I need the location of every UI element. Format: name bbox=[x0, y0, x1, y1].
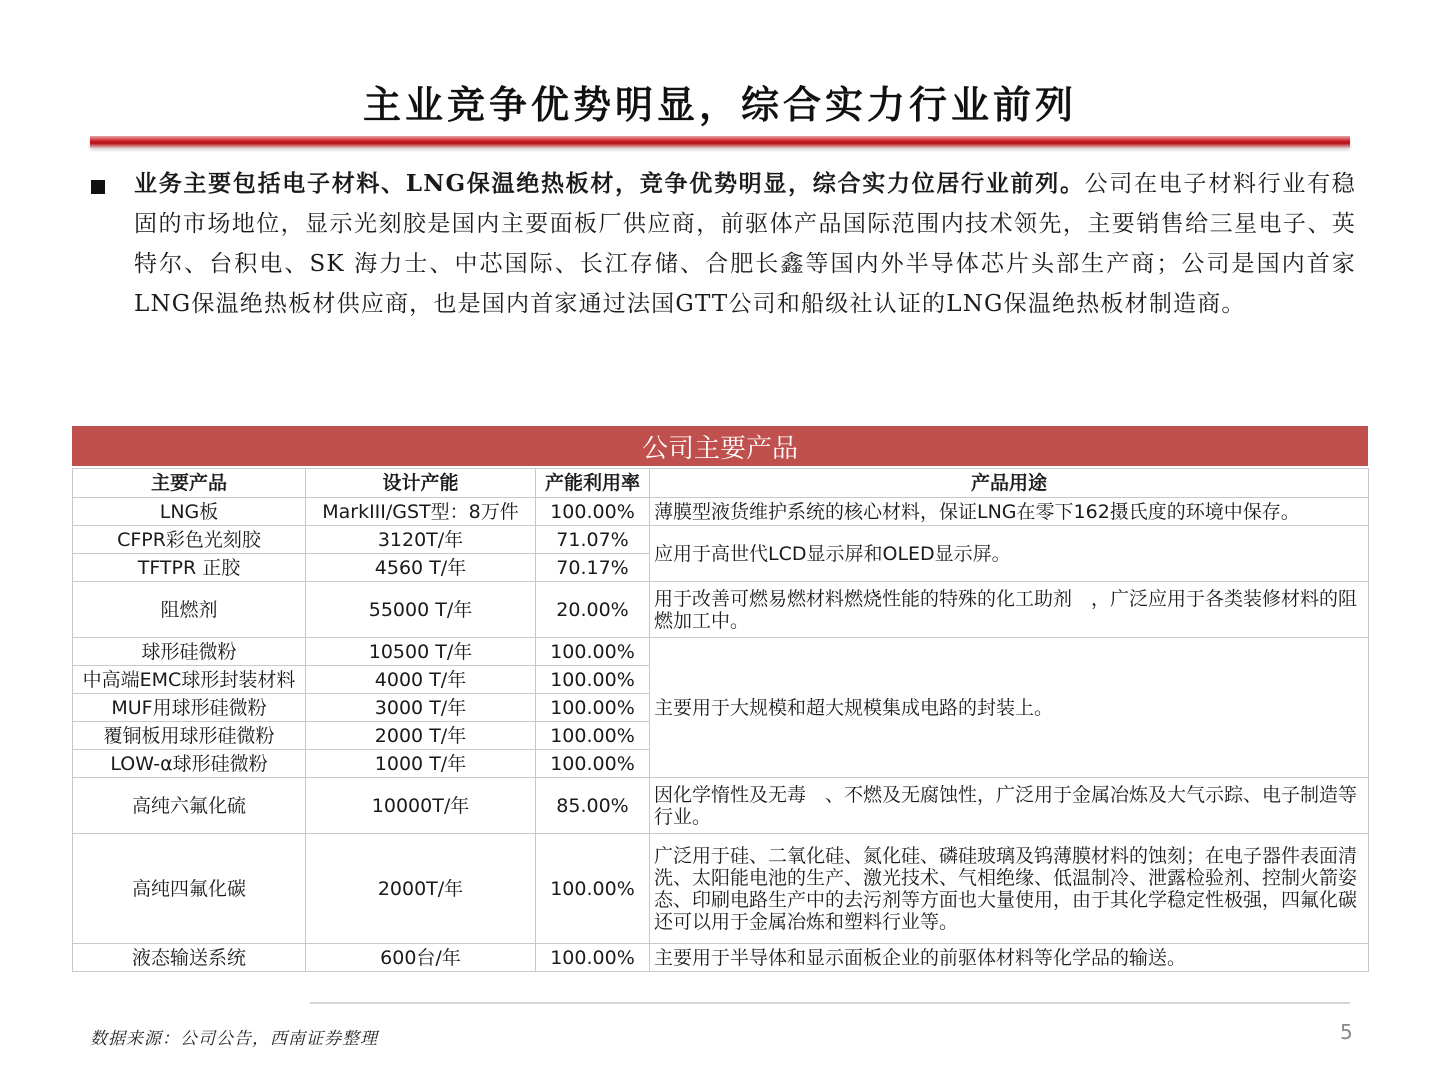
utilization-cell: 20.00% bbox=[536, 582, 650, 638]
table-row bbox=[73, 638, 1369, 666]
use-cell: 用于改善可燃易燃材料燃烧性能的特殊的化工助剂 ，广泛应用于各类装修材料的阻燃加工中。 bbox=[650, 582, 1369, 638]
use-cell: 应用于高世代LCD显示屏和OLED显示屏。 bbox=[650, 526, 1369, 582]
products-table bbox=[72, 468, 1369, 972]
use-cell: 主要用于半导体和显示面板企业的前驱体材料等化学品的输送。 bbox=[650, 944, 1369, 972]
table-row bbox=[73, 526, 1369, 554]
product-cell: 中高端EMC球形封装材料 bbox=[73, 666, 306, 694]
header-use: 产品用途 bbox=[650, 469, 1369, 498]
capacity-cell: 4000 T/年 bbox=[306, 666, 536, 694]
product-cell: TFTPR 正胶 bbox=[73, 554, 306, 582]
utilization-cell: 71.07% bbox=[536, 526, 650, 554]
product-cell: LNG板 bbox=[73, 498, 306, 526]
utilization-cell: 100.00% bbox=[536, 722, 650, 750]
page-number: 5 bbox=[1340, 1020, 1353, 1044]
capacity-cell: 55000 T/年 bbox=[306, 582, 536, 638]
data-source: 数据来源：公司公告，西南证券整理 bbox=[90, 1029, 378, 1049]
use-cell: 因化学惰性及无毒 、不燃及无腐蚀性，广泛用于金属冶炼及大气示踪、电子制造等行业。 bbox=[650, 778, 1369, 834]
use-cell: 薄膜型液货维护系统的核心材料，保证LNG在零下162摄氏度的环境中保存。 bbox=[650, 498, 1369, 526]
summary-paragraph bbox=[134, 164, 1356, 324]
utilization-cell: 100.00% bbox=[536, 944, 650, 972]
utilization-cell: 100.00% bbox=[536, 694, 650, 722]
capacity-cell: 3000 T/年 bbox=[306, 694, 536, 722]
table-title: 公司主要产品 bbox=[72, 426, 1368, 466]
product-cell: MUF用球形硅微粉 bbox=[73, 694, 306, 722]
capacity-cell: 600台/年 bbox=[306, 944, 536, 972]
utilization-cell: 85.00% bbox=[536, 778, 650, 834]
product-cell: LOW-α球形硅微粉 bbox=[73, 750, 306, 778]
utilization-cell: 100.00% bbox=[536, 834, 650, 944]
page-title: 主业竞争优势明显，综合实力行业前列 bbox=[362, 82, 1077, 127]
bullet-square-icon bbox=[91, 180, 105, 194]
header-product: 主要产品 bbox=[73, 469, 306, 498]
capacity-cell: 1000 T/年 bbox=[306, 750, 536, 778]
title-divider bbox=[90, 136, 1350, 148]
summary-text: 公司在电子材料行业有稳固的市场地位，显示光刻胶是国内主要面板厂供应商，前驱体产品国际范围内技术领先，主要销售给三星电子、英特尔、台积电、SK 海力士、中芯国际、长江存储、合肥长鑫等国内外半导体芯片头部生产商；公司是国内首家LNG保温绝热板材供应商，也是国内首家通过法国GTT公司和船级社认证的LNG保温绝热板材制造商。 bbox=[134, 171, 1356, 317]
product-cell: 高纯六氟化硫 bbox=[73, 778, 306, 834]
capacity-cell: 2000 T/年 bbox=[306, 722, 536, 750]
summary-bold: 业务主要包括电子材料、LNG保温绝热板材，竞争优势明显，综合实力位居行业前列。 bbox=[134, 170, 1085, 197]
table-row bbox=[73, 944, 1369, 972]
utilization-cell: 100.00% bbox=[536, 638, 650, 666]
utilization-cell: 100.00% bbox=[536, 666, 650, 694]
capacity-cell: 2000T/年 bbox=[306, 834, 536, 944]
capacity-cell: 4560 T/年 bbox=[306, 554, 536, 582]
footer-divider bbox=[310, 1002, 1350, 1004]
utilization-cell: 70.17% bbox=[536, 554, 650, 582]
product-cell: 高纯四氟化碳 bbox=[73, 834, 306, 944]
capacity-cell: MarkIII/GST型：8万件 bbox=[306, 498, 536, 526]
utilization-cell: 100.00% bbox=[536, 498, 650, 526]
capacity-cell: 10500 T/年 bbox=[306, 638, 536, 666]
table-row bbox=[73, 778, 1369, 834]
product-cell: 球形硅微粉 bbox=[73, 638, 306, 666]
table-row bbox=[73, 498, 1369, 526]
capacity-cell: 3120T/年 bbox=[306, 526, 536, 554]
utilization-cell: 100.00% bbox=[536, 750, 650, 778]
product-cell: 覆铜板用球形硅微粉 bbox=[73, 722, 306, 750]
capacity-cell: 10000T/年 bbox=[306, 778, 536, 834]
product-cell: 阻燃剂 bbox=[73, 582, 306, 638]
table-header-row bbox=[73, 469, 1369, 498]
product-cell: 液态输送系统 bbox=[73, 944, 306, 972]
use-cell: 广泛用于硅、二氧化硅、氮化硅、磷硅玻璃及钨薄膜材料的蚀刻；在电子器件表面清洗、太阳能电池的生产、激光技术、气相绝缘、低温制冷、泄露检验剂、控制火箭姿态、印刷电路生产中的去污剂等方面也大量使用，由于其化学稳定性极强，四氟化碳还可以用于金属冶炼和塑料行业等。 bbox=[650, 834, 1369, 944]
table-row bbox=[73, 834, 1369, 944]
header-utilization: 产能利用率 bbox=[536, 469, 650, 498]
header-capacity: 设计产能 bbox=[306, 469, 536, 498]
product-cell: CFPR彩色光刻胶 bbox=[73, 526, 306, 554]
use-cell: 主要用于大规模和超大规模集成电路的封装上。 bbox=[650, 638, 1369, 778]
table-row bbox=[73, 582, 1369, 638]
